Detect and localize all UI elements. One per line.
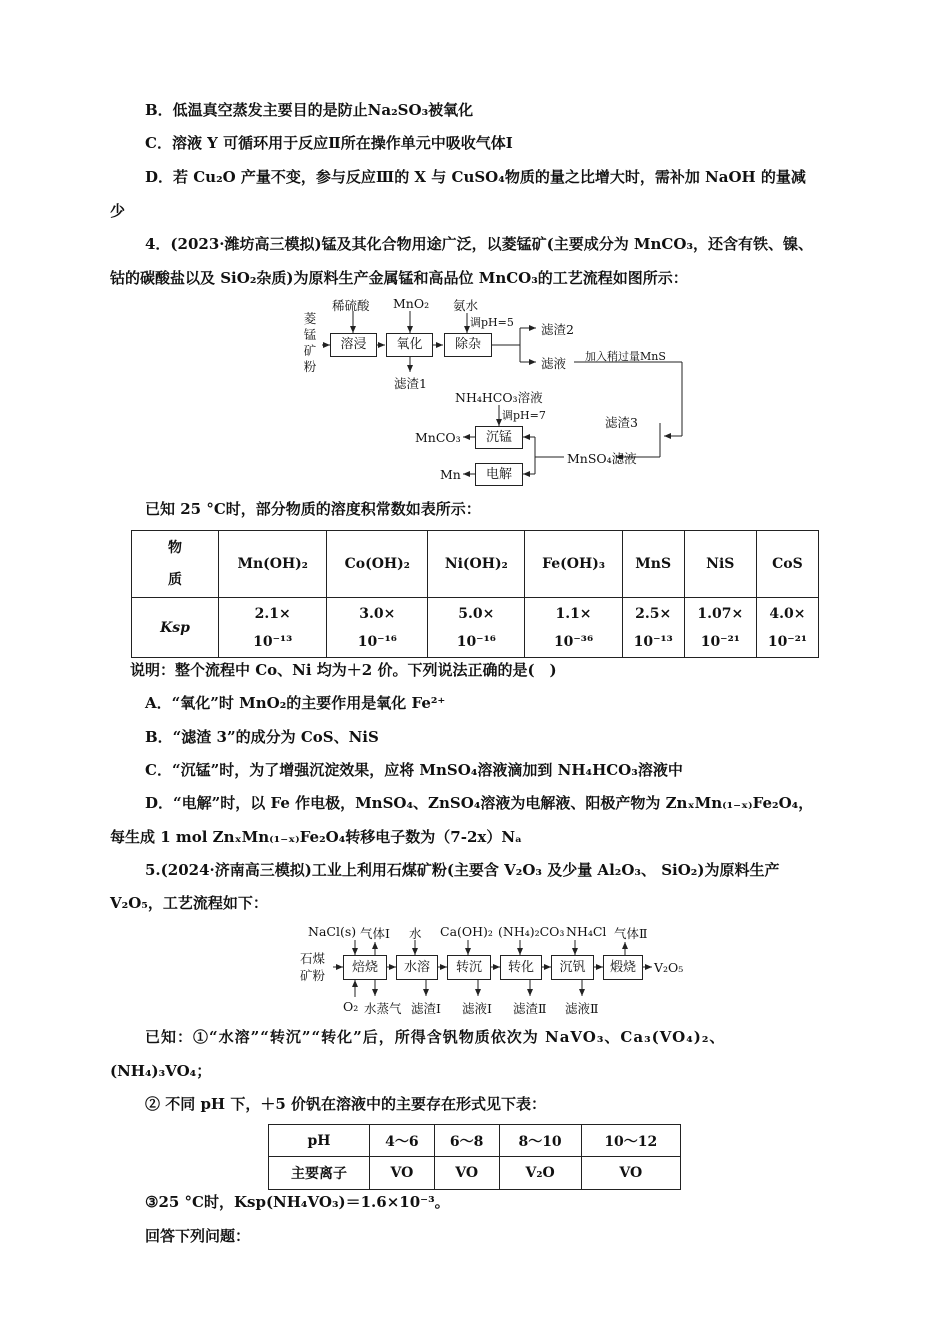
q5-bottom-o2: O₂ <box>343 999 359 1014</box>
q3-option-c: C．溶液 Y 可循环用于反应Ⅱ所在操作单元中吸收气体Ⅰ <box>145 134 513 152</box>
ion-row-label: 主要离子 <box>269 1157 370 1190</box>
ksp-value: 5.0× 10⁻¹⁶ <box>428 598 525 658</box>
q5-stem-line2: V₂O₅，工艺流程如下： <box>110 894 268 912</box>
ksp-value: 2.5× 10⁻¹³ <box>622 598 684 658</box>
ksp-value: 3.0× 10⁻¹⁶ <box>327 598 428 658</box>
q3-option-d-line2: 少 <box>110 202 126 220</box>
q4-label-mn: Mn <box>440 467 461 482</box>
q3-option-b: B．低温真空蒸发主要目的是防止Na₂SO₃被氧化 <box>145 101 474 119</box>
q4-label-residue2: 滤渣2 <box>541 322 574 337</box>
ksp-substance: Fe(OH)₃ <box>525 531 622 598</box>
ph-range: 6～8 <box>434 1125 499 1157</box>
q5-top-nh4cl: NH₄Cl <box>566 924 607 939</box>
ksp-value: 2.1× 10⁻¹³ <box>219 598 327 658</box>
q5-bottom-filtrate2: 滤液Ⅱ <box>565 1001 599 1016</box>
q4-label-mnso4: MnSO₄滤液 <box>567 451 637 466</box>
q5-bottom-filtrate1: 滤液Ⅰ <box>462 1001 492 1016</box>
q5-stem-line1: 5.(2024·济南高三模拟)工业上利用石煤矿粉(主要含 V₂O₃ 及少量 Al₂O₃、 SiO₂)为原料生产 <box>145 861 780 879</box>
q4-label-add-mns: 加入稍过量MnS <box>585 350 666 363</box>
ph-table <box>268 1124 681 1190</box>
ksp-substance: NiS <box>684 531 756 598</box>
q4-label-ph5: 调pH=5 <box>470 316 514 329</box>
q4-label-nh4hco3: NH₄HCO₃溶液 <box>455 390 543 405</box>
ksp-substance: MnS <box>622 531 684 598</box>
q4-label-acid: 稀硫酸 <box>332 298 370 313</box>
ion-form: VO <box>581 1157 680 1190</box>
q4-option-c: C．“沉锰”时，为了增强沉淀效果，应将 MnSO₄溶液滴加到 NH₄HCO₃溶液中 <box>145 761 683 779</box>
q4-step-precipitate-mn: 沉锰 <box>475 426 523 449</box>
q4-raw-material: 菱 锰 矿 粉 <box>303 311 317 374</box>
q4-step-leach: 溶浸 <box>330 333 377 357</box>
q5-step-precipitate-v: 沉钒 <box>551 955 594 980</box>
q5-bottom-steam: 水蒸气 <box>364 1001 402 1016</box>
ksp-value: 1.1× 10⁻³⁶ <box>525 598 622 658</box>
q5-step-transfer-precipitate: 转沉 <box>447 955 491 980</box>
q5-step-convert: 转化 <box>500 955 542 980</box>
q4-option-d-line1: D．“电解”时，以 Fe 作电极，MnSO₄、ZnSO₄溶液为电解液、阳极产物为 ZnₓMn₍₁₋ₓ₎Fe₂O₄， <box>145 794 814 812</box>
q5-top-gas1: 气体Ⅰ <box>360 926 390 941</box>
ksp-substance: CoS <box>756 531 818 598</box>
q4-label-filtrate: 滤液 <box>541 356 567 371</box>
q5-step-dissolve: 水溶 <box>396 955 438 980</box>
q5-known-3: ③25 °C时，Ksp(NH₄VO₃)＝1.6×10⁻³。 <box>145 1193 450 1211</box>
ksp-value: 1.07× 10⁻²¹ <box>684 598 756 658</box>
q5-raw-material: 石煤 矿粉 <box>300 951 326 983</box>
ion-form: V₂O <box>499 1157 581 1190</box>
q5-top-nacl: NaCl(s) <box>308 924 357 939</box>
q4-step-purify: 除杂 <box>444 333 492 357</box>
q5-known-1a: 已知：①“水溶”“转沉”“转化”后，所得含钒物质依次为 NaVO₃、Ca₃(VO₄)₂、 <box>145 1028 726 1046</box>
ion-form: VO <box>434 1157 499 1190</box>
q5-step-roast: 焙烧 <box>343 955 387 980</box>
ksp-substance: Mn(OH)₂ <box>219 531 327 598</box>
q4-note: 说明：整个流程中 Co、Ni 均为＋2 价。下列说法正确的是( ) <box>130 661 557 679</box>
q4-label-residue3: 滤渣3 <box>605 415 638 430</box>
q4-step-electrolysis: 电解 <box>475 463 523 486</box>
q5-product: V₂O₅ <box>654 960 684 975</box>
q5-top-gas2: 气体Ⅱ <box>614 926 648 941</box>
q4-label-mnco3: MnCO₃ <box>415 430 461 445</box>
ph-range: 8～10 <box>499 1125 581 1157</box>
q5-top-nh42co3: (NH₄)₂CO₃ <box>498 924 565 939</box>
ph-range: 10～12 <box>581 1125 680 1157</box>
q5-step-calcine: 煅烧 <box>603 955 643 980</box>
q4-step-oxidize: 氧化 <box>386 333 433 357</box>
q4-option-a: A．“氧化”时 MnO₂的主要作用是氧化 Fe²⁺ <box>145 694 446 712</box>
q5-bottom-residue2: 滤渣Ⅱ <box>513 1001 547 1016</box>
q3-option-d-line1: D．若 Cu₂O 产量不变，参与反应Ⅲ的 X 与 CuSO₄物质的量之比增大时，需补加 NaOH 的量减 <box>145 168 806 186</box>
ksp-value: 4.0× 10⁻²¹ <box>756 598 818 658</box>
ph-range: 4～6 <box>370 1125 435 1157</box>
ksp-table-header-label: 物 质 <box>132 531 219 598</box>
q4-option-b: B．“滤渣 3”的成分为 CoS、NiS <box>145 728 379 746</box>
q4-label-residue1: 滤渣1 <box>394 376 427 391</box>
q4-label-ammonia: 氨水 <box>453 298 479 313</box>
ksp-row-label: Ksp <box>132 598 219 658</box>
q4-option-d-line2: 每生成 1 mol ZnₓMn₍₁₋ₓ₎Fe₂O₄转移电子数为（7-2x）Nₐ <box>110 828 523 846</box>
ksp-substance: Ni(OH)₂ <box>428 531 525 598</box>
q5-top-caoh2: Ca(OH)₂ <box>440 924 493 939</box>
ph-row-label: pH <box>269 1125 370 1157</box>
q4-label-mno2: MnO₂ <box>393 296 430 311</box>
q5-top-water: 水 <box>409 926 422 941</box>
q5-known-1b: (NH₄)₃VO₄； <box>110 1062 212 1080</box>
q5-known-2: ② 不同 pH 下，＋5 价钒在溶液中的主要存在形式见下表： <box>145 1095 546 1113</box>
q5-ask: 回答下列问题： <box>145 1227 251 1245</box>
q4-label-ph7: 调pH=7 <box>502 409 546 422</box>
q4-known: 已知 25 °C时，部分物质的溶度积常数如表所示： <box>145 500 481 518</box>
q5-bottom-residue1: 滤渣Ⅰ <box>411 1001 441 1016</box>
ion-form: VO <box>370 1157 435 1190</box>
ksp-substance: Co(OH)₂ <box>327 531 428 598</box>
q4-stem-line2: 钴的碳酸盐以及 SiO₂杂质)为原料生产金属锰和高品位 MnCO₃的工艺流程如图所示： <box>110 269 688 287</box>
q4-stem-line1: 4．(2023·潍坊高三模拟)锰及其化合物用途广泛，以菱锰矿(主要成分为 MnCO₃，还含有铁、镍、 <box>145 235 814 253</box>
